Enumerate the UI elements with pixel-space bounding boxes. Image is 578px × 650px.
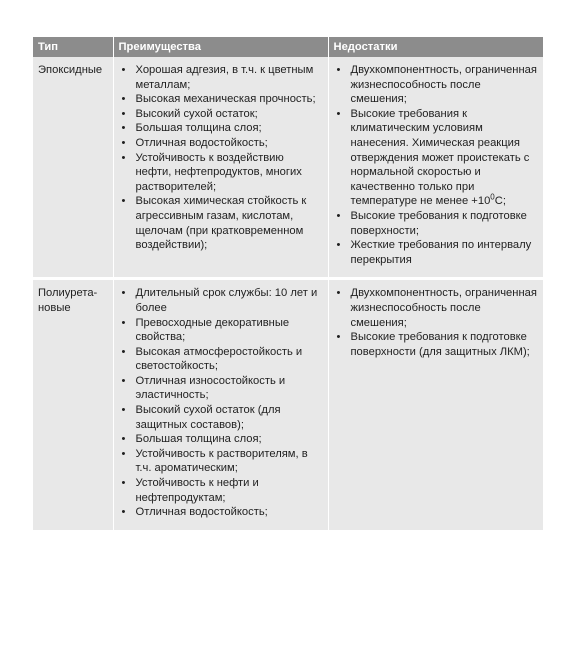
cons-cell — [328, 279, 543, 532]
list-item: • Высокие требования к подготовке поверхности (для защитных ЛКМ); — [334, 330, 539, 359]
header-cons: Недостатки — [328, 37, 543, 57]
list-item: • Высокая атмосферостойкость и светостойкость; — [119, 345, 323, 374]
table-row-epoxy — [33, 57, 543, 279]
list-item: • Высокая химическая стойкость к агрессивным газам, кислотам, щелочам (при кратковременном воздействии); — [119, 194, 323, 252]
list-item: • Большая толщина слоя; — [119, 432, 323, 447]
header-pros: Преимущества — [113, 37, 328, 57]
type-cell: Эпоксидные — [33, 57, 113, 279]
cons-list — [334, 63, 539, 267]
list-item-text: Высокие требования к климатическим условиям нанесения. Химическая реакция отверждения может проистекать с нормальной скоростью и качественно только при температуре не менее +10 — [350, 107, 530, 208]
degree-superscript: 0 — [490, 192, 495, 202]
list-item: • Отличная водостойкость; — [119, 505, 323, 520]
list-item: • Длительный срок службы: 10 лет и более — [119, 286, 323, 315]
list-item: • Устойчивость к нефти и нефтепродуктам; — [119, 476, 323, 505]
coatings-comparison-table — [33, 37, 543, 533]
pros-cell — [113, 57, 328, 279]
cons-list — [334, 286, 539, 359]
list-item: • Жесткие требования по интервалу перекрытия — [334, 238, 539, 267]
list-item: • Двухкомпонентность, ограниченная жизнеспособность после смешения; — [334, 286, 539, 330]
list-item: • Отличная износостойкость и эластичность; — [119, 374, 323, 403]
list-item: • Высокая механическая прочность; — [119, 92, 323, 107]
table-row-polyurethane — [33, 279, 543, 532]
list-item: • Устойчивость к растворителям, в т.ч. ароматическим; — [119, 447, 323, 476]
pros-cell — [113, 279, 328, 532]
type-cell: Полиурета-новые — [33, 279, 113, 532]
header-type: Тип — [33, 37, 113, 57]
pros-list — [119, 63, 323, 253]
list-item: • Высокий сухой остаток (для защитных составов); — [119, 403, 323, 432]
pros-list — [119, 286, 323, 520]
cons-cell — [328, 57, 543, 279]
header-row — [33, 37, 543, 57]
list-item: • Отличная водостойкость; — [119, 136, 323, 151]
list-item: • Большая толщина слоя; — [119, 121, 323, 136]
list-item-tail: С; — [494, 195, 506, 208]
list-item — [334, 107, 539, 209]
list-item: • Высокие требования к подготовке поверхности; — [334, 209, 539, 238]
list-item: • Высокий сухой остаток; — [119, 107, 323, 122]
list-item: • Двухкомпонентность, ограниченная жизнеспособность после смешения; — [334, 63, 539, 107]
list-item: • Хорошая адгезия, в т.ч. к цветным металлам; — [119, 63, 323, 92]
list-item: • Превосходные декоративные свойства; — [119, 316, 323, 345]
list-item: • Устойчивость к воздействию нефти, нефтепродуктов, многих растворителей; — [119, 151, 323, 195]
